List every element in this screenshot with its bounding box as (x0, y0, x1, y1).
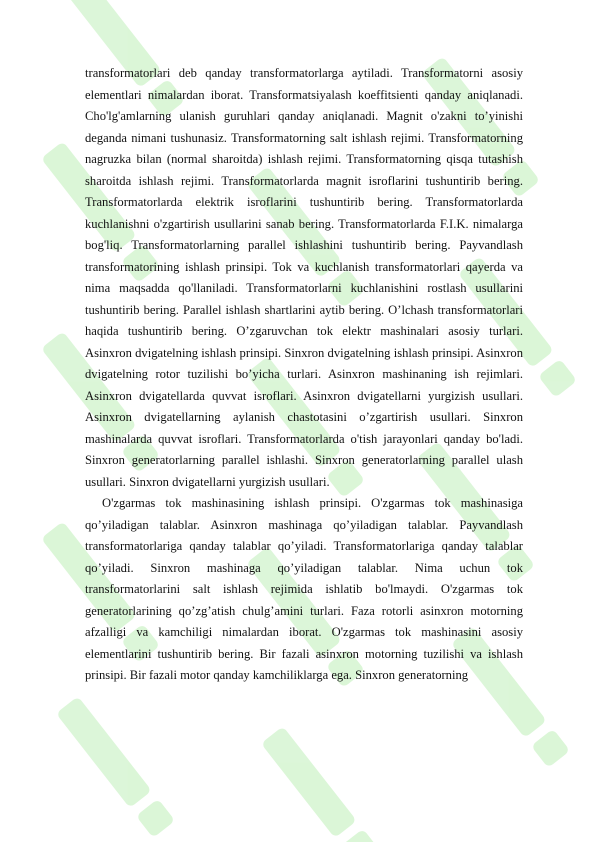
paragraph-1: transformatorlari deb qanday transformatorlarga aytiladi. Transformatorni asosiy elementlari nimalardan iborat. Transformatsiyalash koeffitsienti qanday aniqlanadi. Cho'lg'amlarning ulanish guruhlari qanday aniqlanadi. Magnit o'zakni to’yinishi deganda nimani tushunasiz. Transformatorning salt ishlash rejimi. Transformatorning nagruzka bilan (normal sharoitda) ishlash rejimi. Transformatorning qisqa tutashish sharoitda ishlash rejimi. Transformatorlarda magnit isroflarini tushuntirib bering. Transformatorlarda elektrik isroflarini tushuntirib bering. Transformatorlarda kuchlanishni o'zgartirish usullarini sanab bering. Transformatorlarda F.I.K. nimalarga bog'liq. Transformatorlarning parallel ishlashini tushuntirib bering. Payvandlash transformatorining ishlash prinsipi. Tok va kuchlanish transformatorlari qayerda va nima maqsadda qo'llaniladi. Transformatorlarni kuchlanishini rostlash usullarini tushuntirib bering. Parallel ishlash shartlarini aytib bering. O’lchash transformatorlari haqida tushuntirib bering. O’zgaruvchan tok elektr mashinalari asosiy turlari. Asinxron dvigatelning ishlash prinsipi. Sinxron dvigatelning ishlash prinsipi. Asinxron dvigatelning rotor tuzilishi bo’yicha turlari. Asinxron mashinaning ish rejimlari. Asinxron dvigatellarda quvvat isroflari. Asinxron dvigatellarni yurgizish usullari. Asinxron dvigatellarning aylanish chastotasini o’zgartirish usullari. Sinxron mashinalarda quvvat isroflari. Transformatorlarda o'tish jarayonlari qanday bo'ladi. Sinxron generatorlarning parallel ishlashi. Sinxron generatorlarning parallel ulash usullari. Sinxron dvigatellarni yurgizish usullari. (85, 66, 523, 489)
watermark-logo-12 (56, 696, 175, 838)
body-text (85, 63, 523, 687)
paragraph-2: O'zgarmas tok mashinasining ishlash prinsipi. O'zgarmas tok mashinasiga qo’yiladigan talablar. Asinxron mashinaga qo’yiladigan talablar. Payvandlash transformatorlariga qanday talablar qo’yiladi. Transformatorlariga qanday talablar qo’yiladi. Sinxron mashinaga qo’yiladigan talablar. Nima uchun tok transformatorlarini salt ishlash rejimida ishlatib bo'lmaydi. O'zgarmas tok generatorlarining qo’zg’atish chulg’amini turlari. Faza rotorli asinxron motorning afzalligi va kamchiligi nimalardan iborat. O'zgarmas tok mashinasini asosiy elementlarini tushuntirib bering. Bir fazali asinxron motorning tuzilishi va ishlash prinsipi. Bir fazali motor qanday kamchiliklarga ega. Sinxron generatorning (85, 496, 523, 682)
watermark-logo-13 (261, 726, 380, 842)
